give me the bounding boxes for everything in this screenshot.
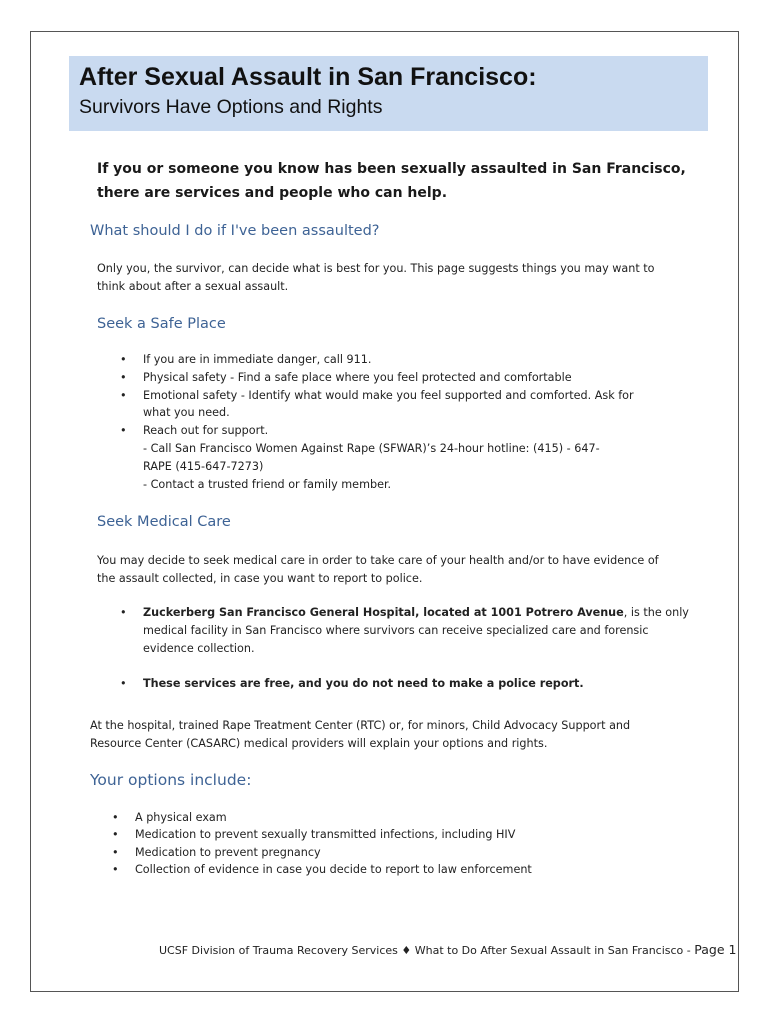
assaulted-text-line-2: think about after a sexual assault. xyxy=(97,280,289,293)
bullet-glyph: • xyxy=(120,606,127,619)
hotline-number: RAPE (415-647-7273) xyxy=(143,460,264,473)
page-footer xyxy=(159,942,736,957)
rtc-line-2: Resource Center (CASARC) medical providers will explain your options and rights. xyxy=(90,737,548,750)
page-number: Page 1 xyxy=(694,942,737,957)
medical-text-line-1: You may decide to seek medical care in order to take care of your health and/or to have evidence of xyxy=(97,554,659,567)
page-subtitle: Survivors Have Options and Rights xyxy=(79,96,383,118)
footer-text: UCSF Division of Trauma Recovery Services ♦ What to Do After Sexual Assault in San Francisco - xyxy=(159,944,695,957)
hospital-line-3: evidence collection. xyxy=(143,642,255,655)
rtc-line-1: At the hospital, trained Rape Treatment Center (RTC) or, for minors, Child Advocacy Support and xyxy=(90,719,631,732)
hospital-name: Zuckerberg San Francisco General Hospital, located at 1001 Potrero Avenue xyxy=(143,606,624,619)
bullet-glyph: • xyxy=(112,811,119,824)
heading-what-to-do: What should I do if I've been assaulted? xyxy=(90,223,380,239)
title-banner xyxy=(69,56,708,131)
trusted-contact-line: - Contact a trusted friend or family member. xyxy=(143,478,392,491)
heading-medical-care: Seek Medical Care xyxy=(97,514,231,530)
bullet-glyph: • xyxy=(120,353,127,366)
heading-safe-place: Seek a Safe Place xyxy=(97,316,226,332)
bullet-glyph: • xyxy=(120,389,127,402)
bullet-glyph: • xyxy=(112,846,119,859)
intro-line-1: If you or someone you know has been sexually assaulted in San Francisco, xyxy=(97,161,686,177)
bullet-glyph: • xyxy=(112,828,119,841)
medical-text-line-2: the assault collected, in case you want to report to police. xyxy=(97,572,423,585)
intro-line-2: there are services and people who can help. xyxy=(97,185,448,201)
list-item-continuation: what you need. xyxy=(143,406,230,419)
bullet-glyph: • xyxy=(120,371,127,384)
assaulted-text-line-1: Only you, the survivor, can decide what is best for you. This page suggests things you may want to xyxy=(97,262,655,275)
bullet-glyph: • xyxy=(120,677,127,690)
document-page: After Sexual Assault in San Francisco: Survivors Have Options and Rights If you or someone you know has been sexually assaulted in San Francisco, there are services and people who can help. What should I do if I've been assaulted? Only you, the survivor, can decide what is best for you. This page suggests things you may want to think about after a sexual assault. Seek a Safe Place • If you are in immediate danger, call 911. • Physical safety - Find a safe place where you feel protected and comfortable • Emotional safety - Identify what would make you feel supported and comforted. Ask for what you need. • Reach out for support. - Call San Francisco Women Against Rape (SFWAR)’s 24-hour hotline: (415) - 647- RAPE (415-647-7273) - Contact a trusted friend or family member. Seek Medical Care You may decide to seek medical care in order to take care of your health and/or to have evidence of the assault collected, in case you want to report to police. • Zuckerberg San Francisco General Hospital, located at 1001 Potrero Avenue, is the only medical facility in San Francisco where survivors can receive specialized care and forensic evidence collection. • These services are free, and you do not need to make a police report. At the hospital, trained Rape Treatment Center (RTC) or, for minors, Child Advocacy Support and Resource Center (CASARC) medical providers will explain your options and rights. Your options include: • A physical exam • Medication to prevent sexually transmitted infections, including HIV • Medication to prevent pregnancy • Collection of evidence in case you decide to report to law enforcement UCSF Division of Trauma Recovery Services ♦ What to Do After Sexual Assault in San Francisco - Page 1 xyxy=(30,31,739,992)
hotline-line: - Call San Francisco Women Against Rape (SFWAR)’s 24-hour hotline: (415) - 647- xyxy=(143,442,600,455)
page-title: After Sexual Assault in San Francisco: xyxy=(79,63,537,91)
heading-options: Your options include: xyxy=(90,771,252,789)
hospital-line-2: medical facility in San Francisco where survivors can receive specialized care and forensic xyxy=(143,624,649,637)
bullet-glyph: • xyxy=(120,424,127,437)
bullet-glyph: • xyxy=(112,863,119,876)
